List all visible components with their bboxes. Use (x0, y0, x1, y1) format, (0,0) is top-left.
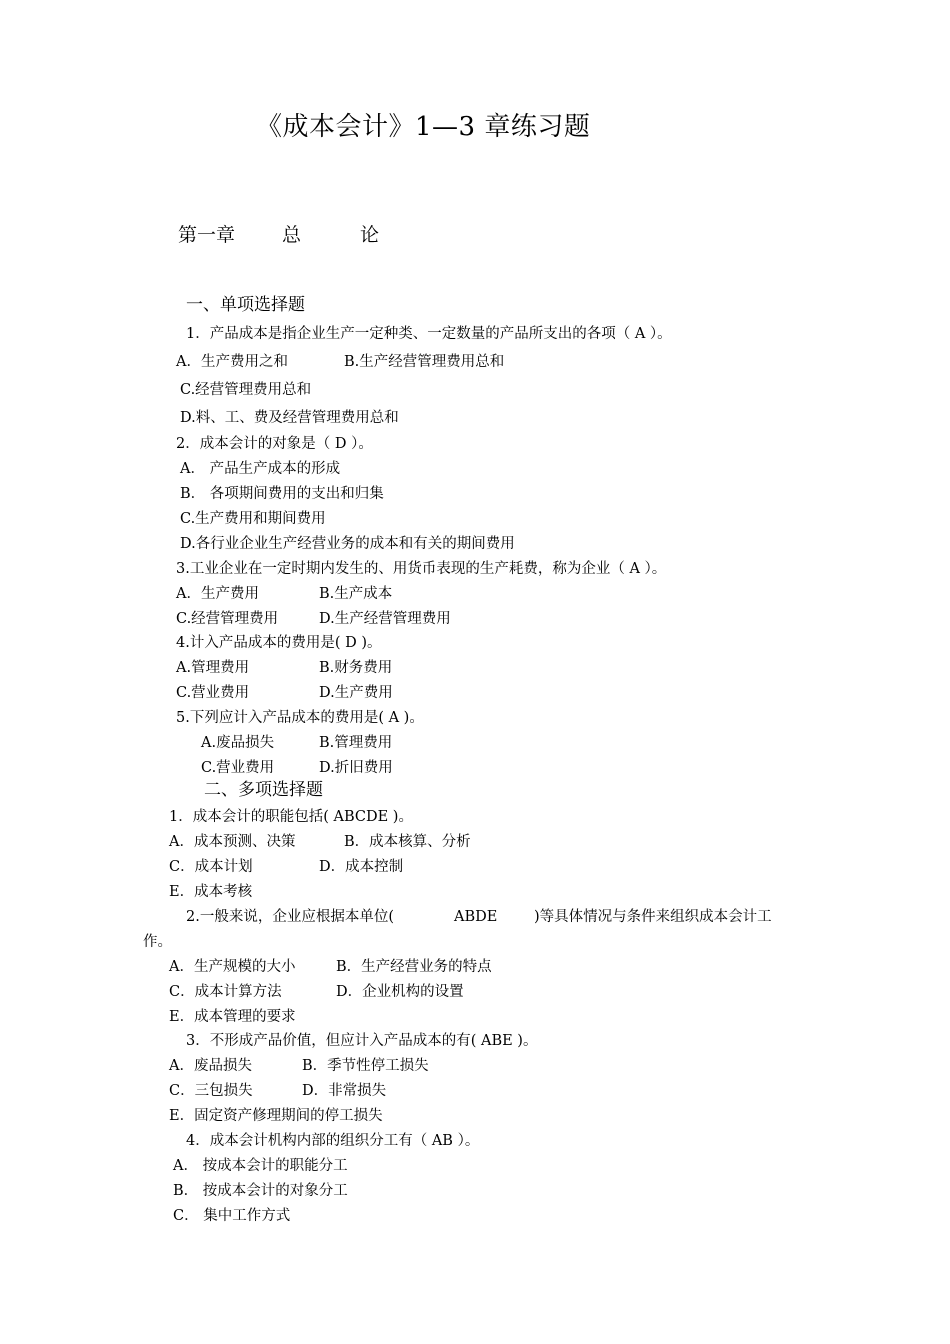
option-text: D.料、工、费及经营管理费用总和 (180, 410, 399, 426)
question-text: 2.一般来说，企业应根据本单位( (186, 909, 394, 925)
option-text: A．生产规模的大小 (169, 959, 296, 975)
question-text: )等具体情况与条件来组织成本会计工 (534, 909, 772, 925)
question-text: 1．产品成本是指企业生产一定种类、一定数量的产品所支出的各项（ A ）。 (186, 326, 672, 342)
option-text: B.生产经营管理费用总和 (344, 354, 505, 370)
option-text: D.各行业企业生产经营业务的成本和有关的期间费用 (180, 536, 515, 552)
option-text: E．成本管理的要求 (169, 1009, 296, 1025)
option-text: C． 集中工作方式 (173, 1208, 291, 1224)
option-text: A． 产品生产成本的形成 (180, 461, 341, 477)
option-text: C．成本计算方法 (169, 984, 282, 1000)
option-text: B.管理费用 (319, 735, 393, 751)
question-text: 3．不形成产品价值，但应计入产品成本的有( ABE )。 (186, 1033, 538, 1049)
option-text: B． 各项期间费用的支出和归集 (180, 486, 384, 502)
option-text: D．非常损失 (302, 1083, 387, 1099)
question-text: 3.工业企业在一定时期内发生的、用货币表现的生产耗费，称为企业（ A ）。 (176, 561, 667, 577)
option-text: B．生产经营业务的特点 (336, 959, 492, 975)
option-text: D.生产费用 (319, 685, 393, 701)
answer-text: ABDE (454, 909, 498, 925)
option-text: C.生产费用和期间费用 (180, 511, 326, 527)
document-title: 《成本会计》1—3 章练习题 (256, 112, 591, 142)
option-text: C．三包损失 (169, 1083, 253, 1099)
question-text: 5.下列应计入产品成本的费用是( A )。 (176, 710, 424, 726)
section-heading-single-choice: 一、单项选择题 (186, 295, 305, 315)
question-text: 4．成本会计机构内部的组织分工有（ AB ）。 (186, 1133, 480, 1149)
chapter-word-2: 论 (360, 224, 380, 246)
option-text: D.折旧费用 (319, 760, 393, 776)
option-text: A． 按成本会计的职能分工 (173, 1158, 348, 1174)
option-text: A.管理费用 (176, 660, 250, 676)
option-text: A．废品损失 (169, 1058, 252, 1074)
option-text: B.财务费用 (319, 660, 393, 676)
chapter-label: 第一章 (178, 224, 236, 246)
chapter-word-1: 总 (282, 224, 302, 246)
option-text: E．成本考核 (169, 884, 253, 900)
option-text: A.废品损失 (201, 735, 275, 751)
option-text: B．成本核算、分析 (344, 834, 471, 850)
question-text: 作。 (143, 934, 172, 950)
option-text: A．生产费用之和 (176, 354, 288, 370)
option-text: C.营业费用 (201, 760, 275, 776)
option-text: B． 按成本会计的对象分工 (173, 1183, 348, 1199)
option-text: D.生产经营管理费用 (319, 611, 451, 627)
option-text: B.生产成本 (319, 586, 393, 602)
option-text: D．成本控制 (319, 859, 404, 875)
option-text: C.营业费用 (176, 685, 250, 701)
question-text: 1．成本会计的职能包括( ABCDE )。 (169, 809, 413, 825)
question-text: 4.计入产品成本的费用是( D )。 (176, 635, 382, 651)
option-text: C.经营管理费用 (176, 611, 279, 627)
option-text: C．成本计划 (169, 859, 253, 875)
option-text: A．生产费用 (176, 586, 259, 602)
option-text: B．季节性停工损失 (302, 1058, 429, 1074)
option-text: A．成本预测、决策 (169, 834, 296, 850)
option-text: C.经营管理费用总和 (180, 382, 312, 398)
question-text: 2．成本会计的对象是（ D ）。 (176, 436, 373, 452)
option-text: E．固定资产修理期间的停工损失 (169, 1108, 383, 1124)
section-heading-multi-choice: 二、多项选择题 (204, 780, 323, 800)
option-text: D．企业机构的设置 (336, 984, 464, 1000)
